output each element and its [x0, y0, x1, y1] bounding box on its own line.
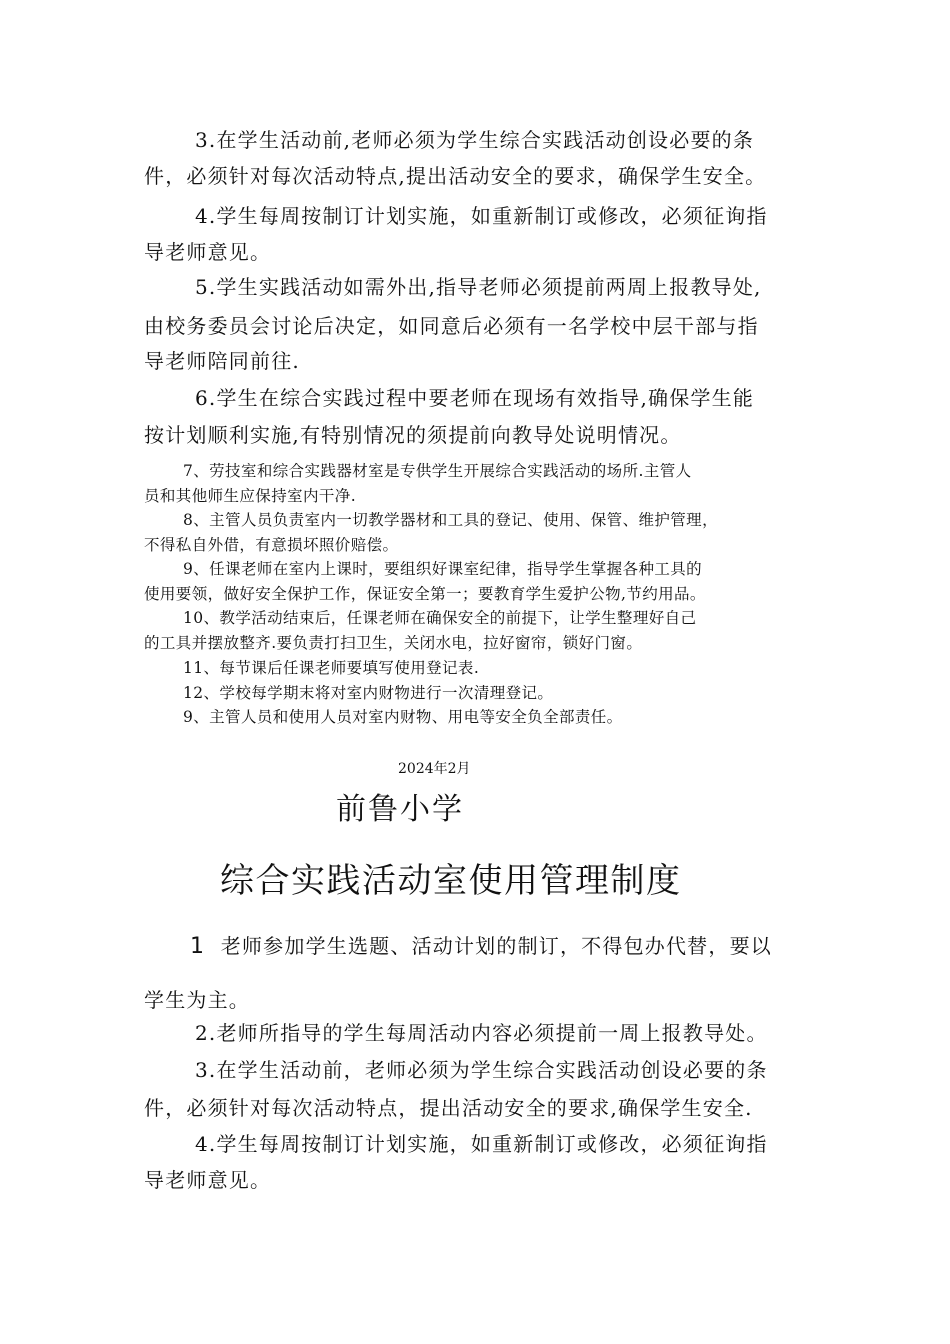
rule-11: 11、每节课后任课老师要填写使用登记表.	[183, 659, 480, 677]
paragraph-3b-line-2: 件，必须针对每次活动特点，提出活动安全的要求,确保学生安全.	[144, 1096, 753, 1120]
paragraph-3b-line-1: 3.在学生活动前，老师必须为学生综合实践活动创设必要的条	[195, 1058, 768, 1082]
paragraph-1-line-2: 学生为主。	[144, 988, 250, 1012]
paragraph-5-line-2: 由校务委员会讨论后决定，如同意后必须有一名学校中层干部与指	[144, 314, 759, 338]
paragraph-4-line-1: 4.学生每周按制订计划实施，如重新制订或修改，必须征询指	[195, 204, 768, 228]
rule-8-line-2: 不得私自外借，有意损坏照价赔偿。	[144, 536, 399, 554]
paragraph-1-text: 老师参加学生选题、活动计划的制订，不得包办代替，要以	[220, 934, 772, 958]
rule-9-line-2: 使用要领，做好安全保护工作，保证安全第一；要教育学生爱护公物,节约用品。	[144, 585, 706, 603]
rule-9-line-1: 9、任课老师在室内上课时，要组织好课室纪律，指导学生掌握各种工具的	[183, 560, 703, 578]
rule-12: 12、学校每学期末将对室内财物进行一次清理登记。	[183, 684, 554, 702]
rule-7-line-1: 7、劳技室和综合实践器材室是专供学生开展综合实践活动的场所.主管人	[183, 462, 692, 480]
paragraph-6-line-2: 按计划顺利实施,有特别情况的须提前向教导处说明情况。	[144, 423, 682, 447]
paragraph-4b-line-1: 4.学生每周按制订计划实施，如重新制订或修改，必须征询指	[195, 1132, 768, 1156]
paragraph-3-line-2: 件，必须针对每次活动特点,提出活动安全的要求，确保学生安全。	[144, 164, 767, 188]
paragraph-3-line-1: 3.在学生活动前,老师必须为学生综合实践活动创设必要的条	[195, 128, 755, 152]
paragraph-2: 2.老师所指导的学生每周活动内容必须提前一周上报教导处。	[195, 1021, 768, 1045]
rule-10-line-2: 的工具并摆放整齐.要负责打扫卫生，关闭水电，拉好窗帘，锁好门窗。	[144, 634, 643, 652]
rule-8-line-1: 8、主管人员负责室内一切教学器材和工具的登记、使用、保管、维护管理，	[183, 511, 718, 529]
school-name: 前鲁小学	[336, 792, 464, 827]
paragraph-1-number: 1	[190, 934, 206, 959]
paragraph-6-line-1: 6.学生在综合实践过程中要老师在现场有效指导,确保学生能	[195, 386, 755, 410]
paragraph-5-line-3: 导老师陪同前往.	[144, 349, 300, 373]
rule-10-line-1: 10、教学活动结束后，任课老师在确保安全的前提下，让学生整理好自己	[183, 609, 697, 627]
document-date: 2024年2月	[398, 761, 471, 777]
paragraph-4-line-2: 导老师意见。	[144, 240, 272, 264]
document-title: 综合实践活动室使用管理制度	[220, 861, 682, 901]
rule-9-duplicate: 9、主管人员和使用人员对室内财物、用电等安全负全部责任。	[183, 708, 623, 726]
paragraph-4b-line-2: 导老师意见。	[144, 1168, 272, 1192]
paragraph-1-line-1	[190, 930, 772, 959]
paragraph-5-line-1: 5.学生实践活动如需外出,指导老师必须提前两周上报教导处,	[195, 275, 762, 299]
rule-7-line-2: 员和其他师生应保持室内干净.	[144, 487, 357, 505]
